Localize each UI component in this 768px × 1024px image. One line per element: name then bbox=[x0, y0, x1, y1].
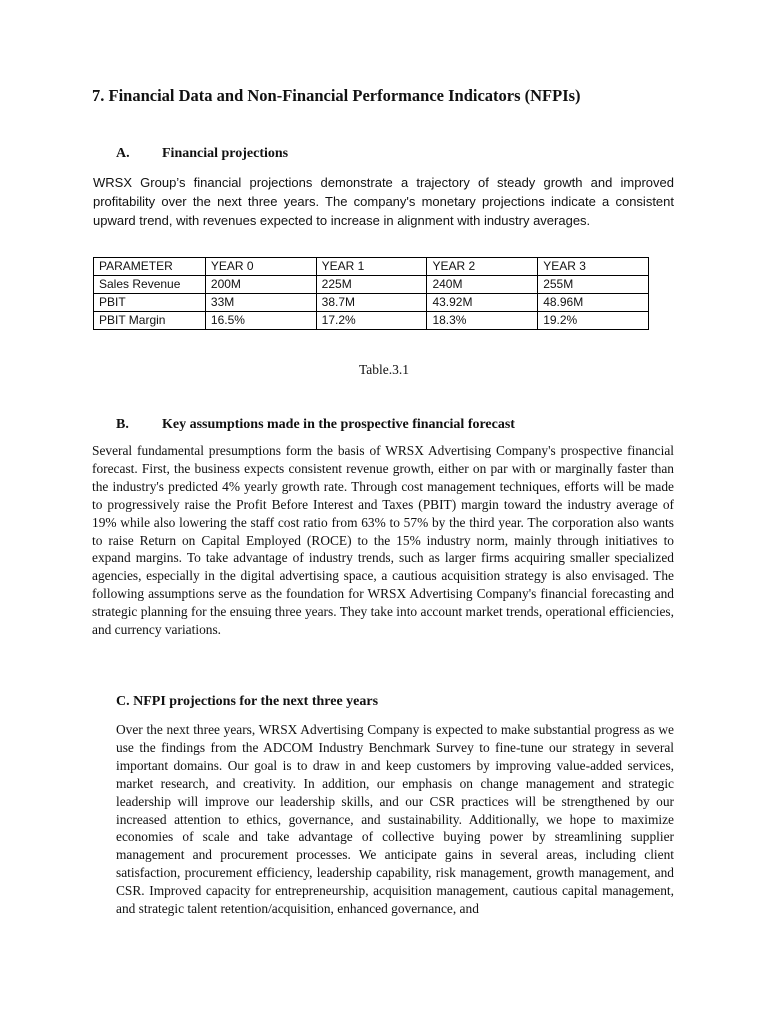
table-cell: PBIT Margin bbox=[94, 312, 206, 330]
section-c-heading: C. NFPI projections for the next three years bbox=[116, 694, 379, 709]
section-b-title: Key assumptions made in the prospective financial forecast bbox=[162, 417, 515, 432]
section-a-paragraph: WRSX Group’s financial projections demonstrate a trajectory of steady growth and improved profitability over the next three years. The company's monetary projections indicate a consistent upward trend, with revenues expected to increase in alignment with industry averages. bbox=[93, 175, 674, 228]
page-title: 7. Financial Data and Non-Financial Performance Indicators (NFPIs) bbox=[92, 86, 581, 105]
section-b-paragraph: Several fundamental presumptions form the basis of WRSX Advertising Company's prospective financial forecast. First, the business expects consistent revenue growth, either on par with or marginally faster than the industry's predicted 4% yearly growth rate. Through cost management techniques, efforts will be made to progressively raise the Profit Before Interest and Taxes (PBIT) margin toward the industry average of 19% while also lowering the staff cost ratio from 63% to 57% by the third year. The corporation also wants to raise Return on Capital Employed (ROCE) to the 15% industry norm, mainly through initiatives to expand margins. To take advantage of industry trends, such as larger firms acquiring smaller specialized agencies, especially in the digital advertising space, a cautious acquisition strategy is also envisaged. The following assumptions serve as the foundation for WRSX Advertising Company's financial forecasting and strategic planning for the ensuing three years. They take into account market trends, operational efficiencies, and currency variations. bbox=[92, 443, 674, 638]
section-b-number: B. bbox=[116, 417, 129, 432]
table-header-cell: YEAR 2 bbox=[427, 258, 538, 276]
table-row bbox=[94, 276, 649, 294]
table-header-cell: YEAR 0 bbox=[205, 258, 316, 276]
table-cell: 225M bbox=[316, 276, 427, 294]
table-header-cell: YEAR 3 bbox=[538, 258, 649, 276]
financial-projections-table bbox=[93, 257, 649, 330]
section-c-paragraph: Over the next three years, WRSX Advertising Company is expected to make substantial progress as we use the findings from the ADCOM Industry Benchmark Survey to fine-tune our strategy in several important domains. Our goal is to draw in and keep customers by improving value-added services, market research, and creativity. In addition, our emphasis on change management and strategic leadership will improve our leadership skills, and our CSR practices will be strengthened by our increased attention to ethics, governance, and sustainability. Additionally, we hope to maximize economies of scale and take advantage of collective buying power by streamlining supplier management and procurement processes. We anticipate gains in several areas, including client satisfaction, procurement efficiency, leadership capability, risk management, growth management, and CSR. Improved capacity for entrepreneurship, acquisition management, cautious capital management, and strategic talent retention/acquisition, enhanced governance, and bbox=[116, 722, 674, 917]
table-cell: 18.3% bbox=[427, 312, 538, 330]
table-caption: Table.3.1 bbox=[358, 362, 410, 377]
table-cell: 38.7M bbox=[316, 294, 427, 312]
table-cell: 200M bbox=[205, 276, 316, 294]
section-a-number: A. bbox=[116, 146, 130, 161]
table-header-row bbox=[94, 258, 649, 276]
table-cell: 43.92M bbox=[427, 294, 538, 312]
table-cell: 19.2% bbox=[538, 312, 649, 330]
table-cell: 48.96M bbox=[538, 294, 649, 312]
table-header-cell: YEAR 1 bbox=[316, 258, 427, 276]
table-cell: 16.5% bbox=[205, 312, 316, 330]
table-row bbox=[94, 312, 649, 330]
table-header-cell: PARAMETER bbox=[94, 258, 206, 276]
table-row bbox=[94, 294, 649, 312]
table-cell: 255M bbox=[538, 276, 649, 294]
table-cell: 240M bbox=[427, 276, 538, 294]
section-a-title: Financial projections bbox=[162, 146, 289, 161]
section-a-heading bbox=[116, 146, 288, 162]
table-cell: 33M bbox=[205, 294, 316, 312]
table-cell: 17.2% bbox=[316, 312, 427, 330]
table-cell: PBIT bbox=[94, 294, 206, 312]
section-b-heading bbox=[116, 417, 515, 433]
table-cell: Sales Revenue bbox=[94, 276, 206, 294]
